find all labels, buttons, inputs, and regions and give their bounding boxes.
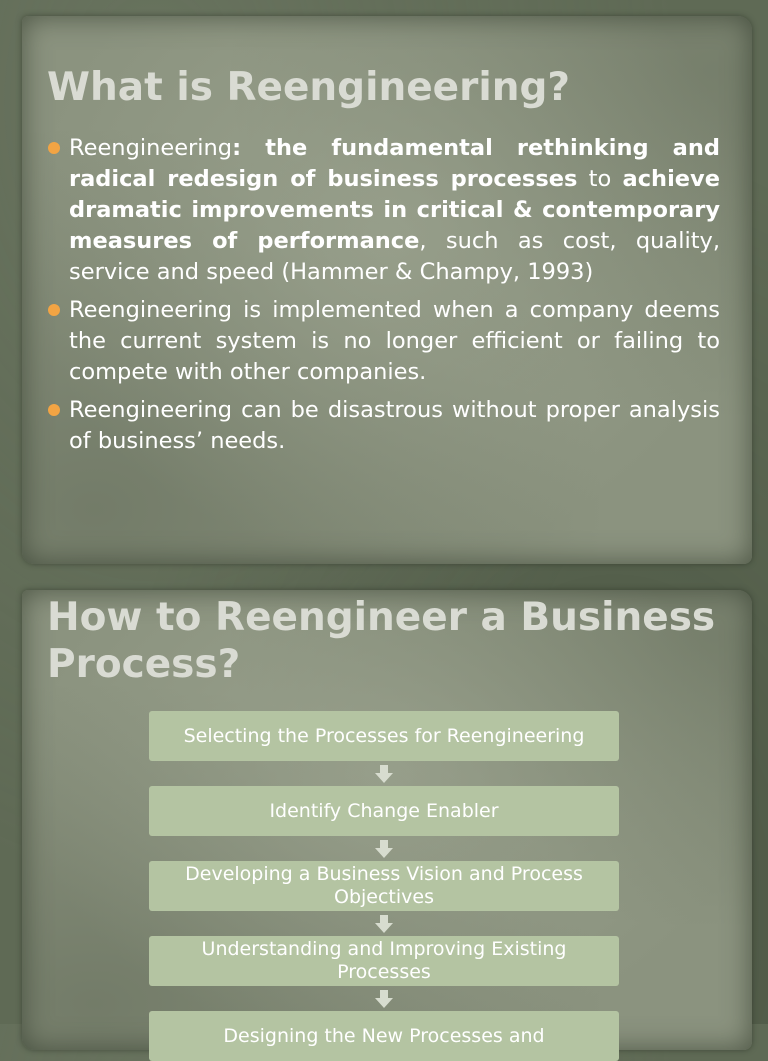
process-step: Designing the New Processes and: [149, 1011, 619, 1061]
bullet-item: [48, 295, 720, 388]
bullet-dot-icon: [48, 304, 60, 316]
slide-what-is-reengineering: [22, 16, 752, 564]
process-step: Developing a Business Vision and Process Objectives: [149, 861, 619, 911]
bullet-dot-icon: [48, 142, 60, 154]
bullet-text-bold: : the fundamental rethinking and radical redesign of business processes: [69, 135, 720, 192]
down-arrow-icon: [149, 836, 619, 861]
process-step: Understanding and Improving Existing Processes: [149, 936, 619, 986]
slide-title: What is Reengineering?: [47, 65, 571, 110]
bullet-dot-icon: [48, 404, 60, 416]
slide-how-to-reengineer: [22, 590, 752, 1050]
process-step: Identify Change Enabler: [149, 786, 619, 836]
process-step: Selecting the Processes for Reengineering: [149, 711, 619, 761]
bullet-text: Reengineering can be disastrous without proper analysis of business’ needs.: [69, 397, 720, 454]
down-arrow-icon: [149, 911, 619, 936]
bullet-text: to: [577, 166, 623, 192]
bullet-item: [48, 133, 720, 288]
bullet-text: , such as cost, quality, service and speed (Hammer & Champy, 1993): [69, 228, 720, 285]
bullet-item: [48, 395, 720, 457]
bullet-text: Reengineering is implemented when a company deems the current system is no longer efficient or failing to compete with other companies.: [69, 297, 720, 385]
bullet-text-bold: achieve dramatic improvements in critical & contemporary measures of performance: [69, 166, 720, 254]
bullet-list: [48, 133, 720, 464]
bullet-text: Reengineering: [69, 135, 233, 161]
process-flow-diagram: [149, 711, 619, 1061]
slide-title: How to Reengineer a Business Process?: [47, 595, 716, 687]
down-arrow-icon: [149, 986, 619, 1011]
down-arrow-icon: [149, 761, 619, 786]
